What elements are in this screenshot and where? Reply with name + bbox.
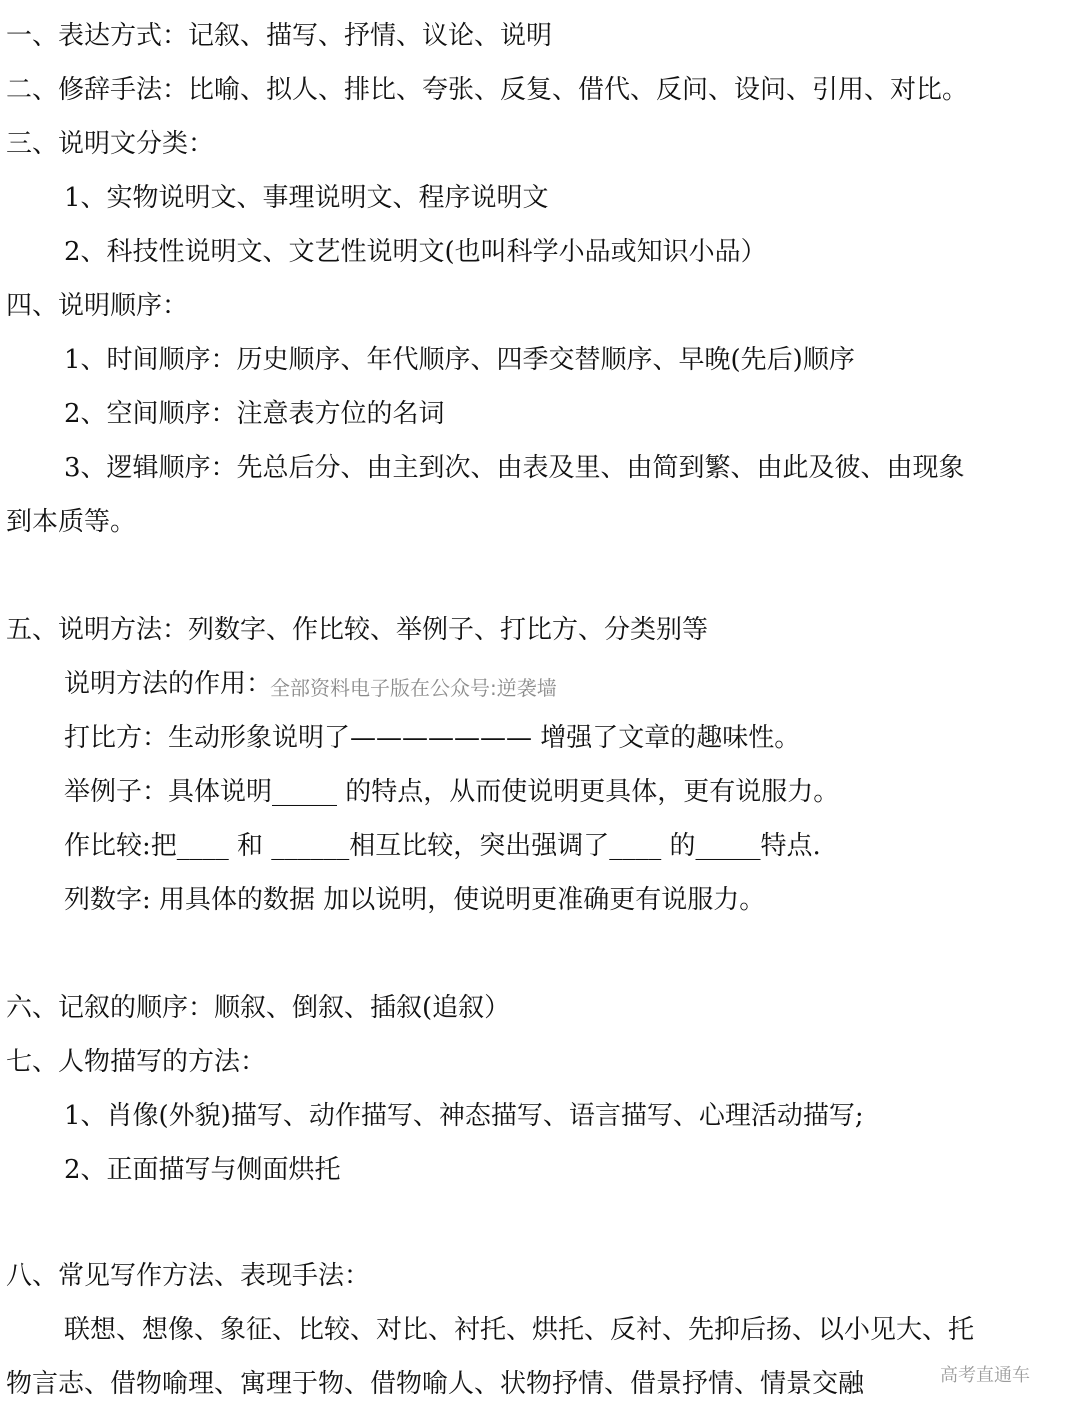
section-5-comparison: 作比较:把____ 和 ______相互比较，突出强调了____ 的_____特点. <box>64 831 821 861</box>
section-5-example: 举例子：具体说明_____ 的特点，从而使说明更具体，更有说服力。 <box>64 777 840 807</box>
section-8-line-1: 联想、想像、象征、比较、对比、衬托、烘托、反衬、先抑后扬、以小见大、托 <box>64 1315 975 1345</box>
section-4-heading: 四、说明顺序： <box>6 291 189 321</box>
section-3-heading: 三、说明文分类： <box>6 129 215 159</box>
section-7-item-1: 1、肖像(外貌)描写、动作描写、神态描写、语言描写、心理活动描写; <box>64 1101 864 1131</box>
section-5-methods-effect: 说明方法的作用： <box>64 669 273 699</box>
corner-watermark: 高考直通车 <box>940 1365 1030 1386</box>
section-2-rhetorical-devices: 二、修辞手法：比喻、拟人、排比、夸张、反复、借代、反问、设问、引用、对比。 <box>6 75 969 105</box>
section-8-heading: 八、常见写作方法、表现手法： <box>6 1261 371 1291</box>
section-8-line-2: 物言志、借物喻理、寓理于物、借物喻人、状物抒情、借景抒情、情景交融 <box>6 1369 865 1399</box>
section-4-item-3: 3、逻辑顺序：先总后分、由主到次、由表及里、由简到繁、由此及彼、由现象 <box>64 453 965 483</box>
section-3-item-1: 1、实物说明文、事理说明文、程序说明文 <box>64 183 549 213</box>
section-7-heading: 七、人物描写的方法： <box>6 1047 267 1077</box>
section-3-item-2: 2、科技性说明文、文艺性说明文(也叫科学小品或知识小品） <box>64 237 767 267</box>
section-4-item-2: 2、空间顺序：注意表方位的名词 <box>64 399 445 429</box>
section-5-analogy: 打比方：生动形象说明了——————— 增强了文章的趣味性。 <box>64 723 801 753</box>
section-4-item-1: 1、时间顺序：历史顺序、年代顺序、四季交替顺序、早晚(先后)顺序 <box>64 345 855 375</box>
section-1-expression-modes: 一、表达方式：记叙、描写、抒情、议论、说明 <box>6 21 553 51</box>
watermark-text: 全部资料电子版在公众号:逆袭墙 <box>270 676 557 700</box>
section-6-narrative-order: 六、记叙的顺序：顺叙、倒叙、插叙(追叙） <box>6 993 511 1023</box>
section-5-numbers: 列数字: 用具体的数据 加以说明，使说明更准确更有说服力。 <box>64 885 766 915</box>
section-4-item-3-continued: 到本质等。 <box>6 507 137 537</box>
section-5-heading: 五、说明方法：列数字、作比较、举例子、打比方、分类别等 <box>6 615 709 645</box>
section-7-item-2: 2、正面描写与侧面烘托 <box>64 1155 341 1185</box>
